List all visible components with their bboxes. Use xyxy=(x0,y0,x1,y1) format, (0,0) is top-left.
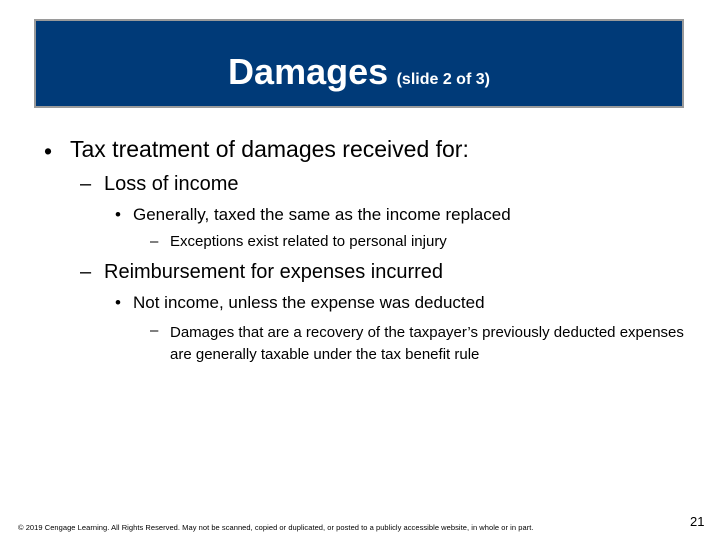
dash-marker: – xyxy=(150,233,159,250)
slide-title xyxy=(36,51,682,93)
bullet-marker: • xyxy=(115,205,121,224)
bullet-level1-text: Tax treatment of damages received for: xyxy=(70,136,469,162)
title-bar xyxy=(34,19,684,108)
bullet-level3-text: Not income, unless the expense was deducted xyxy=(133,293,485,312)
title-main: Damages xyxy=(228,51,389,92)
bullet-level4-text: Damages that are a recovery of the taxpayer’s previously deducted expenses are generally taxable under the tax benefit rule xyxy=(170,324,684,363)
bullet-level2-text: Loss of income xyxy=(104,173,239,195)
bullet-level4-text: Exceptions exist related to personal injury xyxy=(170,233,447,250)
title-subtitle: (slide 2 of 3) xyxy=(396,71,490,88)
dash-marker: – xyxy=(80,173,92,195)
slide-number: 21 xyxy=(690,514,705,529)
copyright-footer: © 2019 Cengage Learning. All Rights Reserved. May not be scanned, copied or duplicated, or posted to a publicly accessible website, in whole or in part. xyxy=(18,523,534,532)
bullet-marker: • xyxy=(115,293,121,312)
bullet-marker: • xyxy=(44,138,53,164)
dash-marker: – xyxy=(150,322,159,339)
bullet-level3-text: Generally, taxed the same as the income replaced xyxy=(133,205,511,224)
bullet-level2-text: Reimbursement for expenses incurred xyxy=(104,261,444,283)
dash-marker: – xyxy=(80,261,92,283)
